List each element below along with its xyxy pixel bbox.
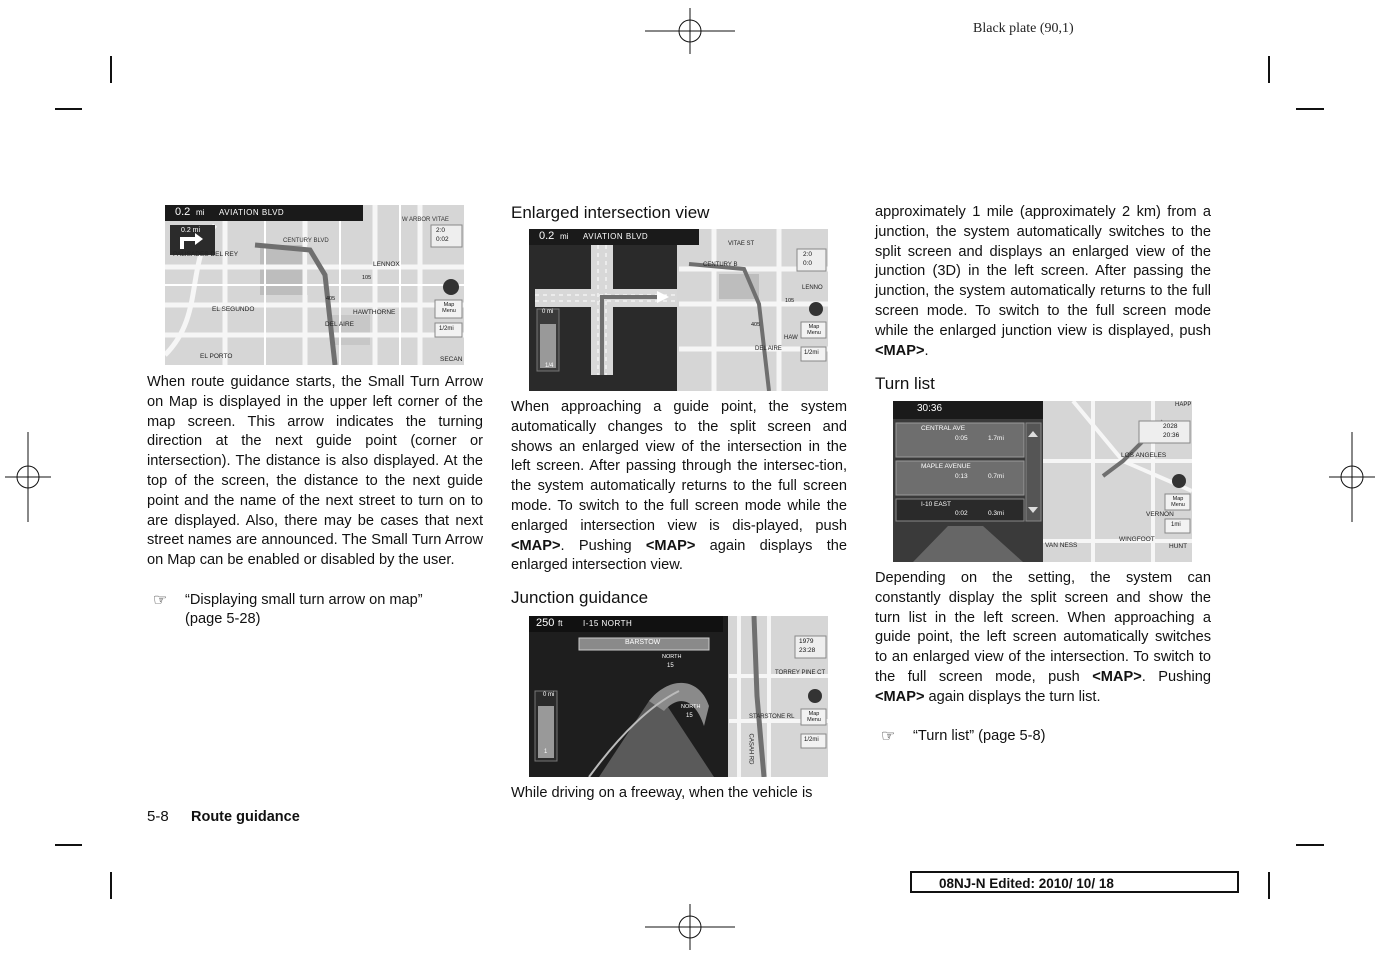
crop-mark <box>1296 844 1324 846</box>
map-label: STARSTONE RL <box>749 714 795 720</box>
map-menu-button: Map Menu <box>442 302 456 314</box>
map-menu-button: Map Menu <box>807 324 821 336</box>
map-scale: 1mi <box>1171 522 1181 528</box>
map-road-name: I-15 NORTH <box>583 619 633 628</box>
route-shield: 405 <box>326 296 336 302</box>
map-distance-unit: ft <box>558 619 563 628</box>
distance-bar-label: 1/4 <box>545 363 554 369</box>
route-shield: NORTH <box>662 654 682 660</box>
map-menu-button: Map Menu <box>807 711 821 723</box>
map-scale: 1/2mi <box>804 737 819 743</box>
reference-title: “Turn list” (page 5-8) <box>913 728 1046 744</box>
hand-pointer-icon: ☞ <box>881 728 896 745</box>
map-distance-unit: mi <box>560 232 569 241</box>
map-label: VAN NESS <box>1045 542 1078 549</box>
col1-paragraph: When route guidance starts, the Small Turn Arrow on Map is displayed in the upper left corner of the map screen. This arrow indicates the turning direction at the next guide point (corner or intersection). The distance is also displayed. At the top of the screen, the distance to the next guide point and the name of the next street to turn on to are displayed. Also, there may be cases that next street names are announced. The Small Turn Arrow on Map can be enabled or disabled by the user. <box>147 374 483 569</box>
route-shield: 105 <box>785 298 795 304</box>
turn-list-row-time: 0:02 <box>955 510 968 517</box>
map-label: DEL AIRE <box>755 346 782 352</box>
map-label: CENTURY B <box>703 262 738 268</box>
map-label: LENNOX <box>373 261 400 268</box>
map-label: CENTURY BLVD <box>283 238 329 244</box>
crop-mark <box>55 844 82 846</box>
map-street-name: AVIATION BLVD <box>219 208 285 217</box>
map-label: DEL AIRE <box>325 321 355 328</box>
screenshot-junction-guidance <box>529 616 828 777</box>
map-label: HAW <box>784 335 798 341</box>
route-shield: 15 <box>686 713 693 719</box>
page-number: 5-8 <box>147 808 169 825</box>
route-shield: 105 <box>362 275 372 281</box>
map-label: LENNO <box>802 285 823 291</box>
distance-bar-label: 0 mi <box>542 309 554 315</box>
registration-mark-right <box>1329 432 1375 522</box>
map-menu-button: Map Menu <box>1171 496 1185 508</box>
crop-mark <box>1268 56 1270 83</box>
map-eta: 0:0 <box>803 260 813 267</box>
turn-list-row-distance: 0.3mi <box>988 510 1004 517</box>
reference-page: (page 5-28) <box>185 611 261 627</box>
distance-bar-label: 1 <box>544 749 548 755</box>
section-name: Route guidance <box>191 809 300 825</box>
map-label: WINGFOOT <box>1119 536 1155 543</box>
map-distance: 250 <box>536 617 555 629</box>
crop-mark <box>55 108 82 110</box>
crop-mark <box>1296 108 1324 110</box>
col3-reference <box>881 727 1201 746</box>
distance-bar-label: 0 mi <box>543 692 555 698</box>
route-shield: NORTH <box>681 704 701 710</box>
map-scale: 1/2mi <box>804 350 819 356</box>
turn-list-street: I-10 EAST <box>921 501 951 508</box>
map-scale: 1/2mi <box>439 326 454 332</box>
hand-pointer-icon: ☞ <box>153 592 168 609</box>
reference-title: “Displaying small turn arrow on map” <box>185 592 423 608</box>
col2-paragraph-1: When approaching a guide point, the system automatically changes to the split screen and shows an enlarged view of the intersection in the left screen. After passing through the intersec-tion, the system automatically returns to the full screen mode. To switch to the full screen mode while the enlarged intersection view is dis-played, push <MAP>. Pushing <MAP> again displays the enlarged intersection view. <box>511 399 847 574</box>
col3-paragraph-2: Depending on the setting, the system can constantly display the split screen and show the turn list in the left screen. When approaching a guide point, the left screen automatically switches to an enlarged view of the intersection. To switch to the full screen mode, push <MAP>. Pushing <MAP> again displays the turn list. <box>875 570 1211 705</box>
crop-mark <box>110 56 112 83</box>
turn-list-row-distance: 0.7mi <box>988 473 1004 480</box>
map-label: EL SEGUNDO <box>212 306 255 313</box>
screenshot-enlarged-intersection <box>529 229 828 391</box>
map-label: VERNON <box>1146 511 1174 518</box>
map-distance: 0.2 <box>175 206 191 218</box>
turn-list-row-time: 0:05 <box>955 435 968 442</box>
map-distance-unit: mi <box>196 208 205 217</box>
map-eta: 1979 <box>799 638 814 645</box>
col1-reference <box>153 591 473 629</box>
map-eta: 2028 <box>1163 423 1178 430</box>
map-label: W ARBOR VITAE <box>402 217 449 223</box>
map-eta: 20:36 <box>1163 432 1180 439</box>
section-heading: Enlarged intersection view <box>511 203 710 222</box>
section-heading: Junction guidance <box>511 588 649 607</box>
registration-mark-bottom <box>645 904 735 950</box>
turn-list-street: CENTRAL AVE <box>921 425 966 432</box>
map-label: EL PORTO <box>200 353 233 360</box>
map-label: HUNT <box>1169 543 1188 550</box>
map-label: SECAN <box>440 356 463 363</box>
map-eta: 2:0 <box>436 227 446 234</box>
col3-paragraph-1: approximately 1 mile (approximately 2 km) from a junction, the system automatically switches to the split screen and displays an enlarged view of the junction (3D) in the left screen. After passing the junction, the system automatically returns to the full screen mode. To switch to the full screen mode while the enlarged junction view is displayed, push <MAP>. <box>875 204 1211 359</box>
turn-list-time: 30:36 <box>917 403 943 414</box>
map-label: TORREY PINE CT <box>775 670 826 676</box>
map-label: HAWTHORNE <box>353 309 396 316</box>
registration-mark-left <box>5 432 51 522</box>
crop-mark <box>1268 872 1270 899</box>
map-label: LOS ANGELES <box>1121 452 1167 459</box>
map-eta: 0:02 <box>436 236 449 243</box>
map-distance: 0.2 <box>539 230 555 242</box>
turn-list-row-time: 0:13 <box>955 473 968 480</box>
map-label: PALISADES DEL REY <box>173 251 239 258</box>
registration-mark-top <box>645 8 735 54</box>
map-eta: 2:0 <box>803 251 813 258</box>
crop-mark <box>110 872 112 899</box>
route-shield: 405 <box>751 322 761 328</box>
map-street-name: AVIATION BLVD <box>583 232 649 241</box>
map-label: CASAH RD <box>747 733 754 765</box>
screenshot-turn-list <box>893 401 1192 562</box>
section-heading: Turn list <box>875 374 935 393</box>
turn-list-row-distance: 1.7mi <box>988 435 1004 442</box>
map-eta: 23:28 <box>799 647 816 654</box>
map-label: HAPP <box>1175 402 1192 408</box>
map-label: VITAE ST <box>728 241 755 247</box>
col2-paragraph-2: While driving on a freeway, when the vehicle is <box>511 785 813 801</box>
route-shield: 15 <box>667 663 674 669</box>
turn-list-street: MAPLE AVENUE <box>921 463 971 470</box>
screenshot-small-turn-arrow-map <box>165 205 464 365</box>
map-label: 0.2 mi <box>181 227 201 234</box>
junction-sign: BARSTOW <box>625 639 661 646</box>
plate-label: Black plate (90,1) <box>973 21 1074 36</box>
edited-stamp: 08NJ-N Edited: 2010/ 10/ 18 <box>910 871 1239 893</box>
